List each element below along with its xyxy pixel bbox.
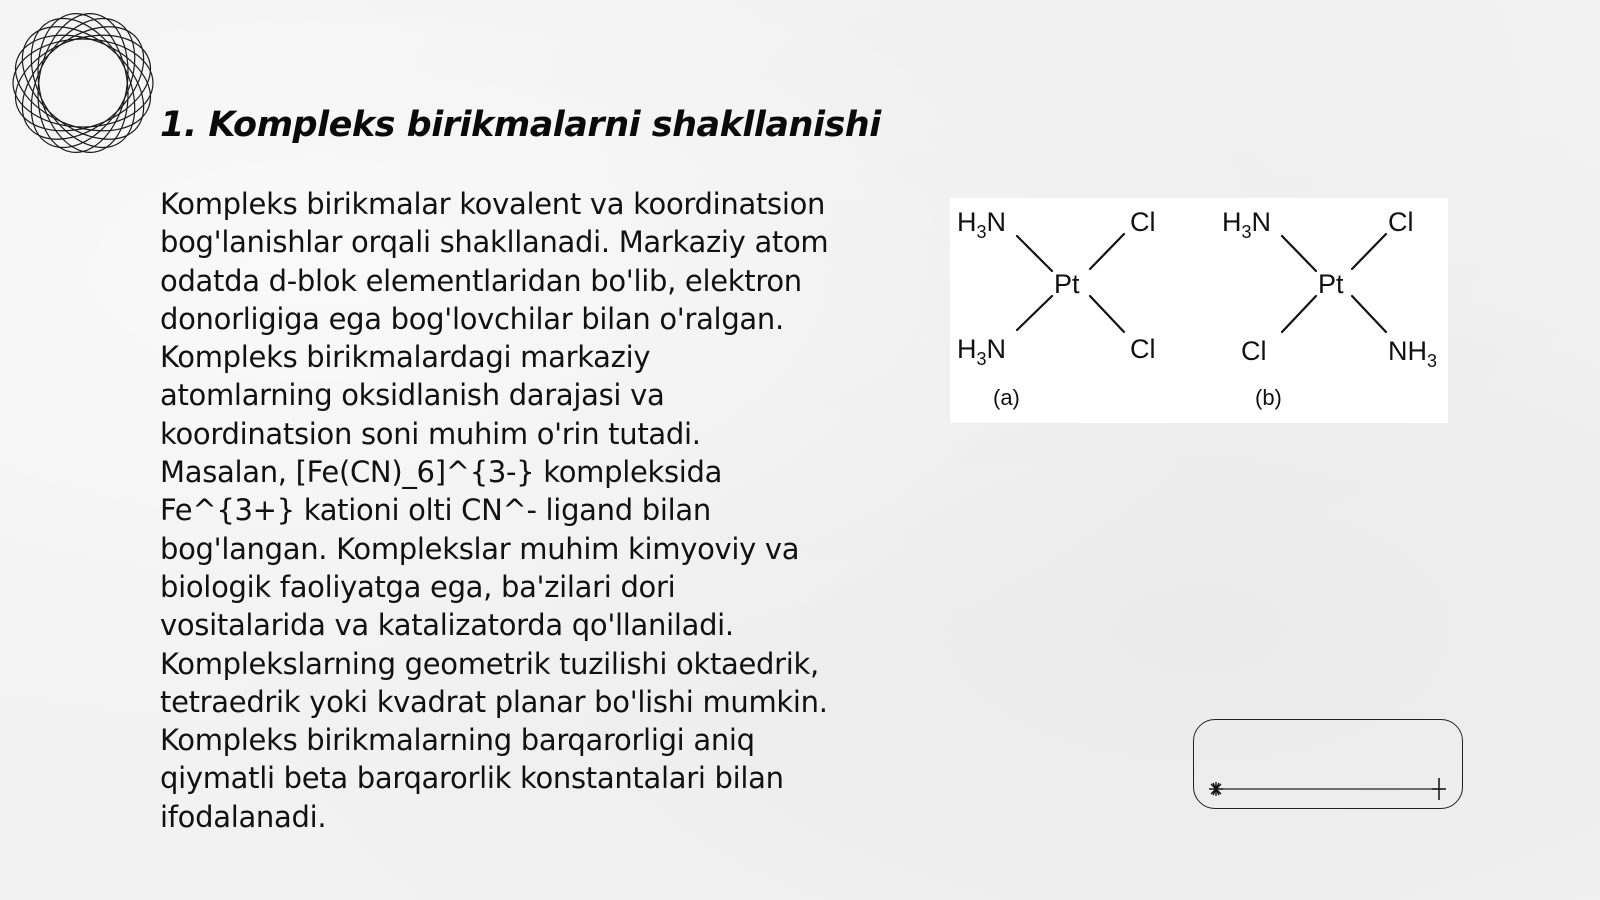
ornament-ellipse [8, 8, 158, 158]
ligand-b-bottom-right: $NH_3$ [1388, 336, 1438, 371]
ornament-ellipse [10, 8, 156, 158]
spirograph-circle-icon [8, 8, 158, 158]
ligand-a-top-left: $H_3N$ [957, 207, 1007, 242]
bond-a-bottom-left [1017, 296, 1052, 330]
bond-a-top-right [1090, 234, 1124, 269]
center-atom-a: Pt [1054, 269, 1080, 299]
crosshair-tick-icon [1432, 778, 1446, 800]
molecule-a [957, 207, 1156, 410]
slide-body-text: Kompleks birikmalar kovalent va koordinatsion bog'lanishlar orqali shakllanadi. Markaziy atom odatda d-blok elementlaridan bo'lib, elektron donorligiga ega bog'lovchilar bilan o'ralgan. Kompleks birikmalardagi markaziy atomlarning oksidlanish darajasi va koordinatsion soni muhim o'rin tutadi. Masalan, [Fe(CN)_6]^{3-} kompleksida Fe^{3+} kationi olti CN^- ligand bilan bog'langan. Komplekslar muhim kimyoviy va biologik faoliyatga ega, ba'zilari dori vositalarida va katalizatorda qo'llaniladi. Komplekslarning geometrik tuzilishi oktaedrik, tetraedrik yoki kvadrat planar bo'lishi mumkin. Kompleks birikmalarning barqarorligi aniq qiymatli beta barqarorlik konstantalari bilan ifodalanadi. [160, 187, 829, 834]
ligand-a-top-right: Cl [1130, 207, 1156, 237]
ligand-a-bottom-left: $H_3N$ [957, 334, 1007, 369]
ornament-ellipse [10, 8, 156, 158]
bond-b-bottom-left [1282, 296, 1316, 332]
ligand-b-top-left: $H_3N$ [1222, 207, 1272, 242]
bond-b-bottom-right [1352, 296, 1386, 332]
bond-a-bottom-right [1090, 296, 1124, 332]
bond-b-top-left [1282, 236, 1316, 271]
decorative-line-frame [1193, 719, 1463, 809]
bond-a-top-left [1017, 236, 1052, 271]
caption-b: (b) [1255, 385, 1282, 410]
center-atom-b: Pt [1318, 269, 1344, 299]
slide-title: 1. Kompleks birikmalarni shakllanishi [160, 105, 881, 145]
ligand-b-top-right: Cl [1388, 207, 1414, 237]
ornament-ellipse [13, 39, 153, 127]
caption-a: (a) [993, 385, 1020, 410]
ligand-b-bottom-left: Cl [1241, 336, 1267, 366]
ornament-ellipse [28, 8, 139, 158]
ligand-a-bottom-right: Cl [1130, 334, 1156, 364]
ornament-ellipse [28, 8, 139, 158]
cisplatin-isomers-figure [950, 198, 1448, 423]
molecule-b [1222, 207, 1437, 410]
asterisk-burst-icon [1209, 782, 1223, 796]
ornament-ellipse [8, 8, 158, 158]
bond-b-top-right [1352, 234, 1386, 269]
